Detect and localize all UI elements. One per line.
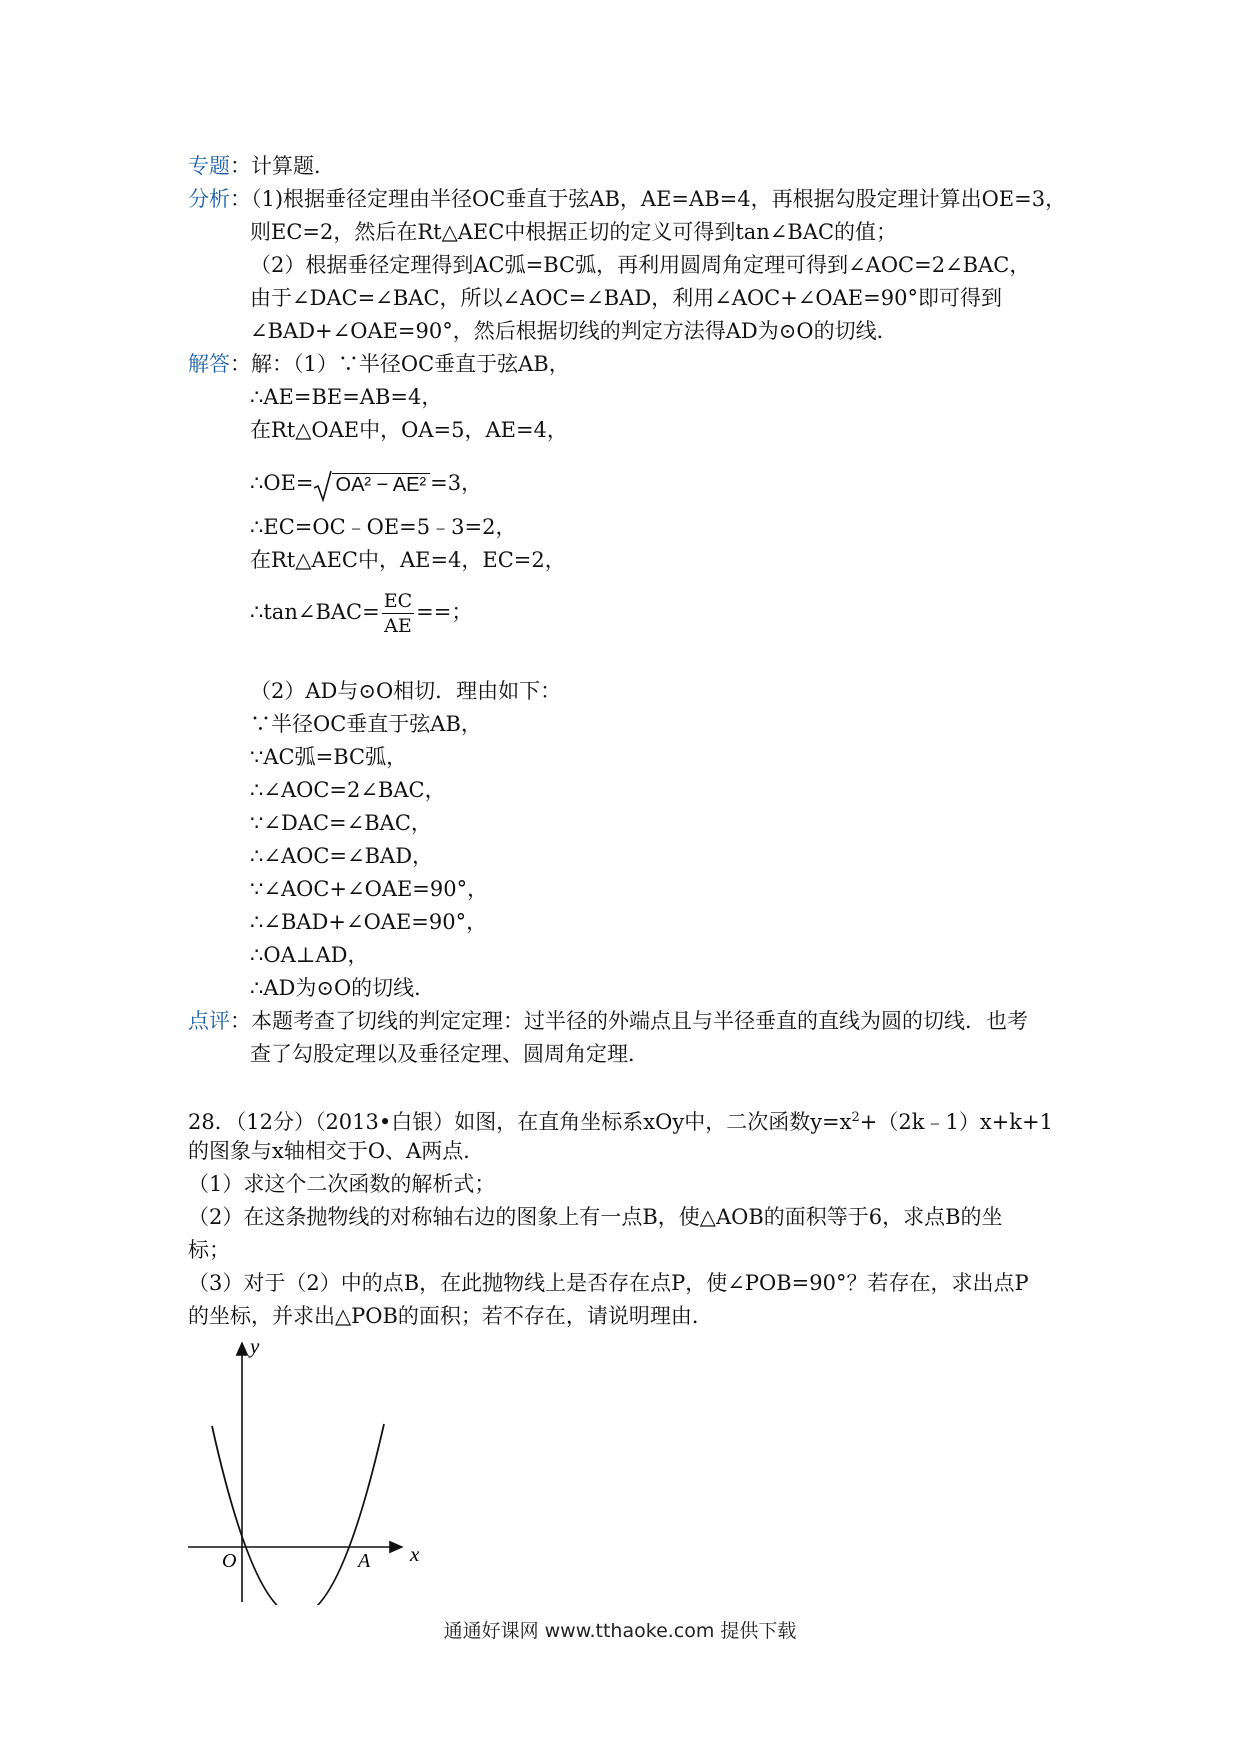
answer-part2-line-4: ∴∠AOC=2∠BAC， xyxy=(250,778,446,802)
tan-denominator: AE xyxy=(384,615,412,637)
analysis-text: ：（1)根据垂径定理由半径OC垂直于弦AB，AE=AB=4，再根据勾股定理计算出OE=3， xyxy=(230,187,1067,211)
y-axis-label: y xyxy=(250,1335,260,1358)
topic-label: 专题 xyxy=(188,154,230,178)
analysis-line-1 xyxy=(188,184,1066,214)
comment-text: ：本题考查了切线的判定定理：过半径的外端点且与半径垂直的直线为圆的切线．也考 xyxy=(230,1009,1028,1033)
oe-suffix: =3， xyxy=(430,471,483,495)
topic-line xyxy=(188,151,335,181)
oe-equation xyxy=(250,463,482,505)
comment-line-1 xyxy=(188,1006,1028,1036)
problem-line-3: （1）求这个二次函数的解析式； xyxy=(188,1172,496,1196)
problem-line-5: 标； xyxy=(188,1238,230,1262)
problem-line-4: （2）在这条抛物线的对称轴右边的图象上有一点B，使△AOB的面积等于6，求点B的坐 xyxy=(188,1205,1003,1229)
answer-label: 解答 xyxy=(188,352,230,376)
tan-numerator: EC xyxy=(383,590,413,612)
answer-part2-line-3: ∵AC弧=BC弧， xyxy=(250,745,408,769)
topic-text: ：计算题． xyxy=(230,154,335,178)
point-a-label: A xyxy=(358,1550,371,1572)
analysis-label: 分析 xyxy=(188,187,230,211)
answer-part2-line-1: （2）AD与⊙O相切．理由如下： xyxy=(250,679,562,703)
footer-source: 通通好课网 www.tthaoke.com 提供下载 xyxy=(443,1620,797,1642)
tan-equation xyxy=(250,584,472,640)
tan-fraction xyxy=(382,589,414,638)
problem-line-6: （3）对于（2）中的点B，在此抛物线上是否存在点P，使∠POB=90°？若存在，求出点P xyxy=(188,1271,1029,1295)
analysis-line-4: 由于∠DAC=∠BAC，所以∠AOC=∠BAD，利用∠AOC+∠OAE=90°即可得到 xyxy=(250,286,1002,310)
answer-line-1 xyxy=(188,349,570,379)
answer-part2-line-2: ∵半径OC垂直于弦AB， xyxy=(250,712,482,736)
problem-line-1 xyxy=(188,1103,1053,1137)
answer-part2-line-6: ∴∠AOC=∠BAD， xyxy=(250,844,434,868)
square-root xyxy=(314,464,431,505)
oe-radicand: OA² − AE² xyxy=(332,473,431,496)
tan-suffix: ==； xyxy=(416,600,473,624)
tan-prefix: ∴tan∠BAC= xyxy=(250,600,380,624)
origin-label: O xyxy=(222,1550,237,1572)
analysis-line-2: 则EC=2，然后在Rt△AEC中根据正切的定义可得到tan∠BAC的值； xyxy=(250,220,898,244)
radical-sign-icon xyxy=(314,470,332,502)
answer-line-3: 在Rt△OAE中，OA=5，AE=4， xyxy=(250,418,568,442)
answer-part2-line-8: ∴∠BAD+∠OAE=90°， xyxy=(250,910,488,934)
problem-exponent: 2 xyxy=(851,1110,860,1125)
answer-line-5: ∴EC=OC﹣OE=5﹣3=2， xyxy=(250,515,517,539)
problem-line-7: 的坐标，并求出△POB的面积；若不存在，请说明理由． xyxy=(188,1304,713,1328)
comment-label: 点评 xyxy=(188,1009,230,1033)
answer-part2-line-10: ∴AD为⊙O的切线． xyxy=(250,976,436,1000)
answer-line-6: 在Rt△AEC中，AE=4，EC=2， xyxy=(250,548,566,572)
parabola-curve xyxy=(212,1424,384,1605)
analysis-line-3: （2）根据垂径定理得到AC弧=BC弧，再利用圆周角定理可得到∠AOC=2∠BAC， xyxy=(250,253,1031,277)
problem-line1-b: +（2k﹣1）x+k+1 xyxy=(859,1110,1053,1134)
answer-line-2: ∴AE=BE=AB=4， xyxy=(250,385,443,409)
comment-line-2: 查了勾股定理以及垂径定理、圆周角定理． xyxy=(250,1042,649,1066)
oe-prefix: ∴OE= xyxy=(250,471,314,495)
parabola-figure xyxy=(180,1335,440,1605)
answer-part2-line-7: ∵∠AOC+∠OAE=90°， xyxy=(250,877,489,901)
x-axis-label: x xyxy=(410,1542,420,1566)
answer-part2-line-9: ∴OA⊥AD， xyxy=(250,943,369,967)
problem-line-2: 的图象与x轴相交于O、A两点． xyxy=(188,1139,485,1163)
problem-line1-a: 28．（12分）（2013•白银）如图，在直角坐标系xOy中，二次函数y=x xyxy=(188,1110,852,1134)
analysis-line-5: ∠BAD+∠OAE=90°，然后根据切线的判定方法得AD为⊙O的切线． xyxy=(250,319,898,343)
answer-part2-line-5: ∵∠DAC=∠BAC， xyxy=(250,811,432,835)
answer-first-text: ：解：（1）∵半径OC垂直于弦AB， xyxy=(230,352,570,376)
